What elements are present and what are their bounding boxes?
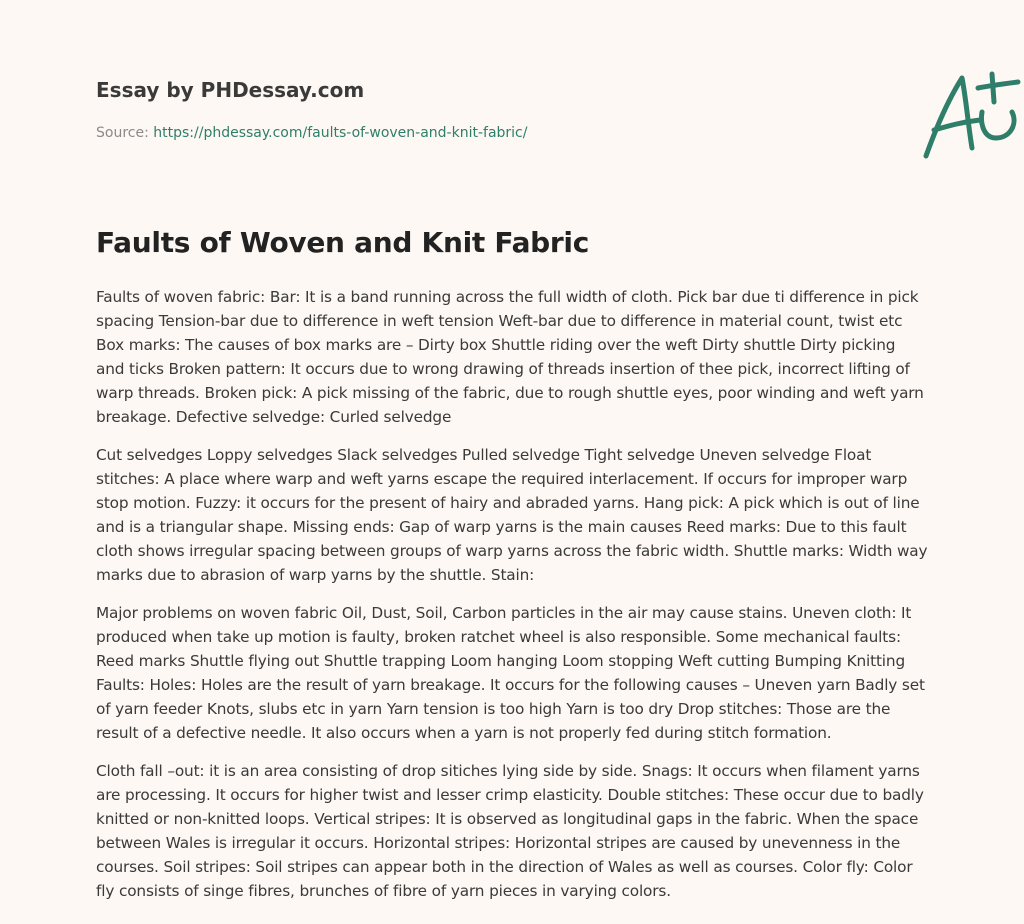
a-plus-logo-icon	[922, 68, 1022, 164]
article-paragraph: Cloth fall –out: it is an area consisting of drop sitiches lying side by side. Snags: It occurs when filament yarns are processing. It occurs for higher twist and lesser crimp elasticity. Double stitches: These occur due to badly knitted or non-knitted loops. Vertical stripes: It is observed as longitudinal gaps in the fabric. When the space between Wales is irregular it occurs. Horizontal stripes: Horizontal stripes are caused by unevenness in the courses. Soil stripes: Soil stripes can appear both in the direction of Wales as well as courses. Color fly: Color fly consists of singe fibres, brunches of fibre of yarn pieces in varying colors.	[96, 762, 924, 900]
site-brand: Essay by PHDessay.com	[96, 78, 365, 102]
article-body	[96, 285, 928, 917]
article-paragraph: Faults of woven fabric: Bar: It is a band running across the full width of cloth. Pick bar due ti difference in pick spacing Tension-bar due to difference in weft tension Weft-bar due to difference in material count, twist etc Box marks: The causes of box marks are – Dirty box Shuttle riding over the weft Dirty shuttle Dirty picking and ticks Broken pattern: It occurs due to wrong drawing of threads insertion of thee pick, incorrect lifting of warp threads. Broken pick: A pick missing of the fabric, due to rough shuttle eyes, poor winding and weft yarn breakage. Defective selvedge: Curled selvedge	[96, 288, 924, 426]
article-title: Faults of Woven and Knit Fabric	[96, 226, 590, 259]
source-line	[96, 125, 527, 141]
source-label: Source:	[96, 125, 154, 141]
article-paragraph: Major problems on woven fabric Oil, Dust, Soil, Carbon particles in the air may cause stains. Uneven cloth: It produced when take up motion is faulty, broken ratchet wheel is also responsible. Some mechanical faults: Reed marks Shuttle flying out Shuttle trapping Loom hanging Loom stopping Weft cutting Bumping Knitting Faults: Holes: Holes are the result of yarn breakage. It occurs for the following causes – Uneven yarn Badly set of yarn feeder Knots, slubs etc in yarn Yarn tension is too high Yarn is too dry Drop stitches: Those are the result of a defective needle. It also occurs when a yarn is not properly fed during stitch formation.	[96, 604, 925, 742]
article-paragraph: Cut selvedges Loppy selvedges Slack selvedges Pulled selvedge Tight selvedge Uneven selvedge Float stitches: A place where warp and weft yarns escape the required interlacement. If occurs for improper warp stop motion. Fuzzy: it occurs for the present of hairy and abraded yarns. Hang pick: A pick which is out of line and is a triangular shape. Missing ends: Gap of warp yarns is the main causes Reed marks: Due to this fault cloth shows irregular spacing between groups of warp yarns across the fabric width. Shuttle marks: Width way marks due to abrasion of warp yarns by the shuttle. Stain:	[96, 446, 928, 584]
source-link[interactable]: https://phdessay.com/faults-of-woven-and-knit-fabric/	[153, 125, 528, 141]
